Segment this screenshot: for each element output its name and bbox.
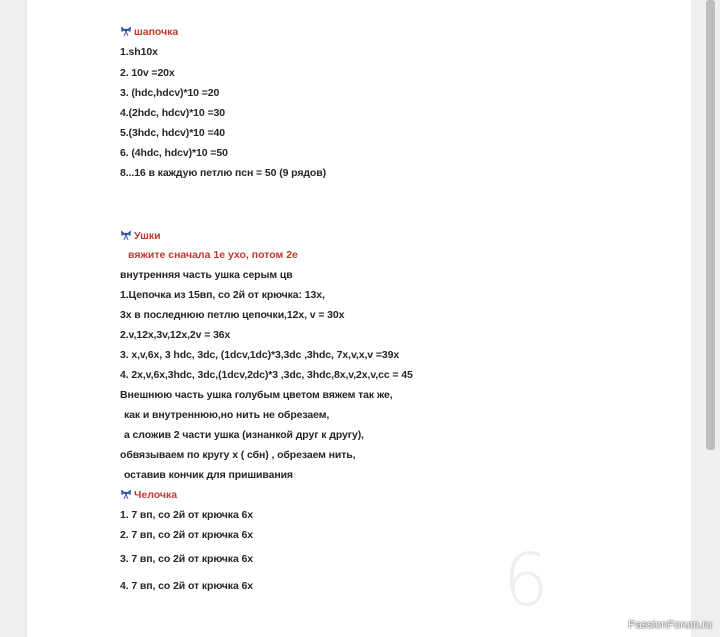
ears-line-1: внутренняя часть ушка серым цв bbox=[120, 269, 293, 281]
hat-line-6: 6. (4hdc, hdcv)*10 =50 bbox=[120, 147, 228, 159]
ears-line-2: 1.Цепочка из 15вп, со 2й от крючка: 13х, bbox=[120, 289, 325, 301]
bangs-line-4: 4. 7 вп, со 2й от крючка 6х bbox=[120, 580, 253, 592]
bangs-line-1: 1. 7 вп, со 2й от крючка 6х bbox=[120, 509, 253, 521]
ears-line-9: а сложив 2 части ушка (изнанкой друг к другу), bbox=[124, 429, 364, 441]
ears-line-10: обвязываем по кругу х ( сбн) , обрезаем нить, bbox=[120, 449, 356, 461]
hat-line-7: 8...16 в каждую петлю псн = 50 (9 рядов) bbox=[120, 167, 326, 179]
ears-line-4: 2.v,12х,3v,12х,2v = 36х bbox=[120, 329, 231, 341]
ears-line-5: 3. х,v,6х, 3 hdc, 3dc, (1dcv,1dc)*3,3dc ,3hdc, 7х,v,х,v =39х bbox=[120, 349, 400, 361]
section-title-bangs: Челочка bbox=[134, 489, 178, 501]
section-heading-bangs bbox=[120, 488, 177, 501]
ears-line-6: 4. 2х,v,6х,3hdc, 3dc,(1dcv,2dc)*3 ,3dc, 3hdc,8х,v,2х,v,сс = 45 bbox=[120, 369, 413, 381]
page-number: 6 bbox=[503, 538, 549, 622]
section-heading-hat bbox=[120, 25, 178, 38]
hat-line-1: 1.sh10x bbox=[120, 46, 158, 58]
hat-line-5: 5.(3hdc, hdcv)*10 =40 bbox=[120, 127, 225, 139]
bow-icon bbox=[120, 25, 132, 37]
scrollbar[interactable] bbox=[706, 0, 715, 450]
ears-line-3: 3х в последнюю петлю цепочки,12х, v = 30х bbox=[120, 309, 345, 321]
ears-note: вяжите сначала 1е ухо, потом 2е bbox=[128, 249, 298, 261]
document-body bbox=[27, 0, 691, 637]
bow-icon bbox=[120, 229, 132, 241]
site-watermark: PassionForum.ru bbox=[628, 619, 712, 631]
section-title-hat: шапочка bbox=[134, 26, 179, 38]
hat-line-3: 3. (hdc,hdcv)*10 =20 bbox=[120, 87, 220, 99]
bow-icon bbox=[120, 488, 132, 500]
section-title-ears: Ушки bbox=[134, 230, 161, 242]
hat-line-2: 2. 10v =20x bbox=[120, 67, 175, 79]
section-heading-ears bbox=[120, 229, 161, 242]
bangs-line-2: 2. 7 вп, со 2й от крючка 6х bbox=[120, 529, 253, 541]
ears-line-11: оставив кончик для пришивания bbox=[124, 469, 293, 481]
ears-line-8: как и внутреннюю,но нить не обрезаем, bbox=[124, 409, 330, 421]
bangs-line-3: 3. 7 вп, со 2й от крючка 6х bbox=[120, 553, 253, 565]
document-page bbox=[26, 0, 691, 637]
ears-line-7: Внешнюю часть ушка голубым цветом вяжем так же, bbox=[120, 389, 393, 401]
hat-line-4: 4.(2hdc, hdcv)*10 =30 bbox=[120, 107, 225, 119]
